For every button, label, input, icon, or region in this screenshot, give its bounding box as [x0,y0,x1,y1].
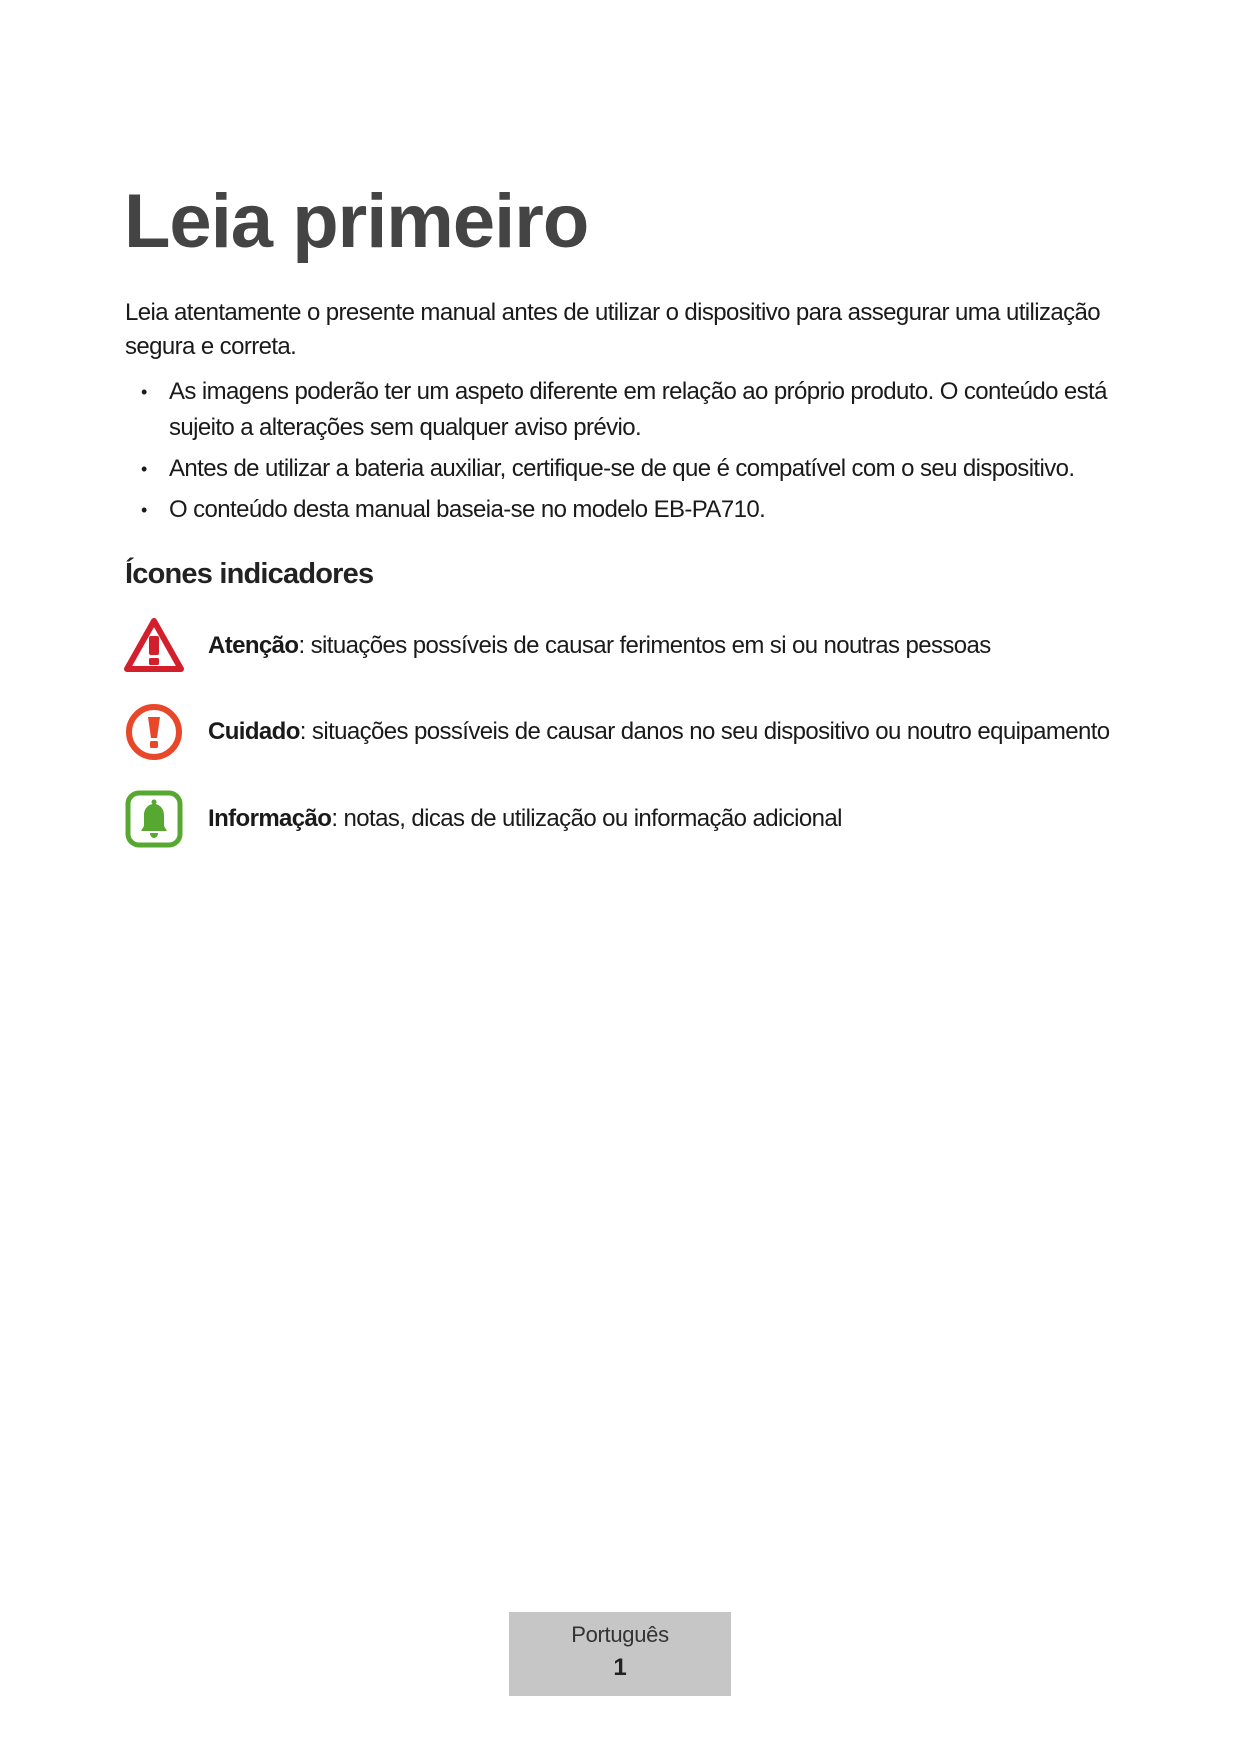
indicator-term: Informação [208,805,332,832]
section-title: Ícones indicadores [125,558,374,590]
indicator-text [208,805,842,833]
indicator-term: Cuidado [208,718,300,745]
page-footer [509,1612,731,1696]
caution-circle-icon [124,702,184,762]
info-bell-icon [124,789,184,849]
indicator-text [208,632,991,660]
footer-language: Português [571,1622,669,1647]
list-item-text: Antes de utilizar a bateria auxiliar, certifique-se de que é compatível com o seu dispositivo. [169,455,1075,482]
notes-list [125,374,1165,533]
page-title: Leia primeiro [124,179,589,264]
indicator-description: : situações possíveis de causar danos no seu dispositivo ou noutro equipamento [299,718,1110,745]
indicator-description: : notas, dicas de utilização ou informação adicional [331,805,842,832]
warning-triangle-icon [124,616,184,676]
indicator-caution [124,702,1204,762]
list-item-text: As imagens poderão ter um aspeto diferente em relação ao próprio produto. O conteúdo está sujeito a alterações sem qualquer aviso prévio. [169,378,1107,441]
bullet-marker: • [141,459,147,479]
list-item [125,451,1165,487]
list-item [125,492,1165,528]
indicator-term: Atenção [208,632,299,659]
list-item-text: O conteúdo desta manual baseia-se no modelo EB-PA710. [169,496,766,523]
indicator-description: : situações possíveis de causar ferimentos em si ou noutras pessoas [298,632,991,659]
bullet-marker: • [141,500,147,520]
intro-paragraph: Leia atentamente o presente manual antes de utilizar o dispositivo para assegurar uma utilização segura e correta. [125,299,1101,360]
indicator-information [124,789,1204,849]
bullet-marker: • [141,382,147,402]
indicator-text [208,718,1110,746]
indicator-warning [124,616,1204,676]
page-number: 1 [613,1654,627,1681]
list-item [125,374,1165,446]
